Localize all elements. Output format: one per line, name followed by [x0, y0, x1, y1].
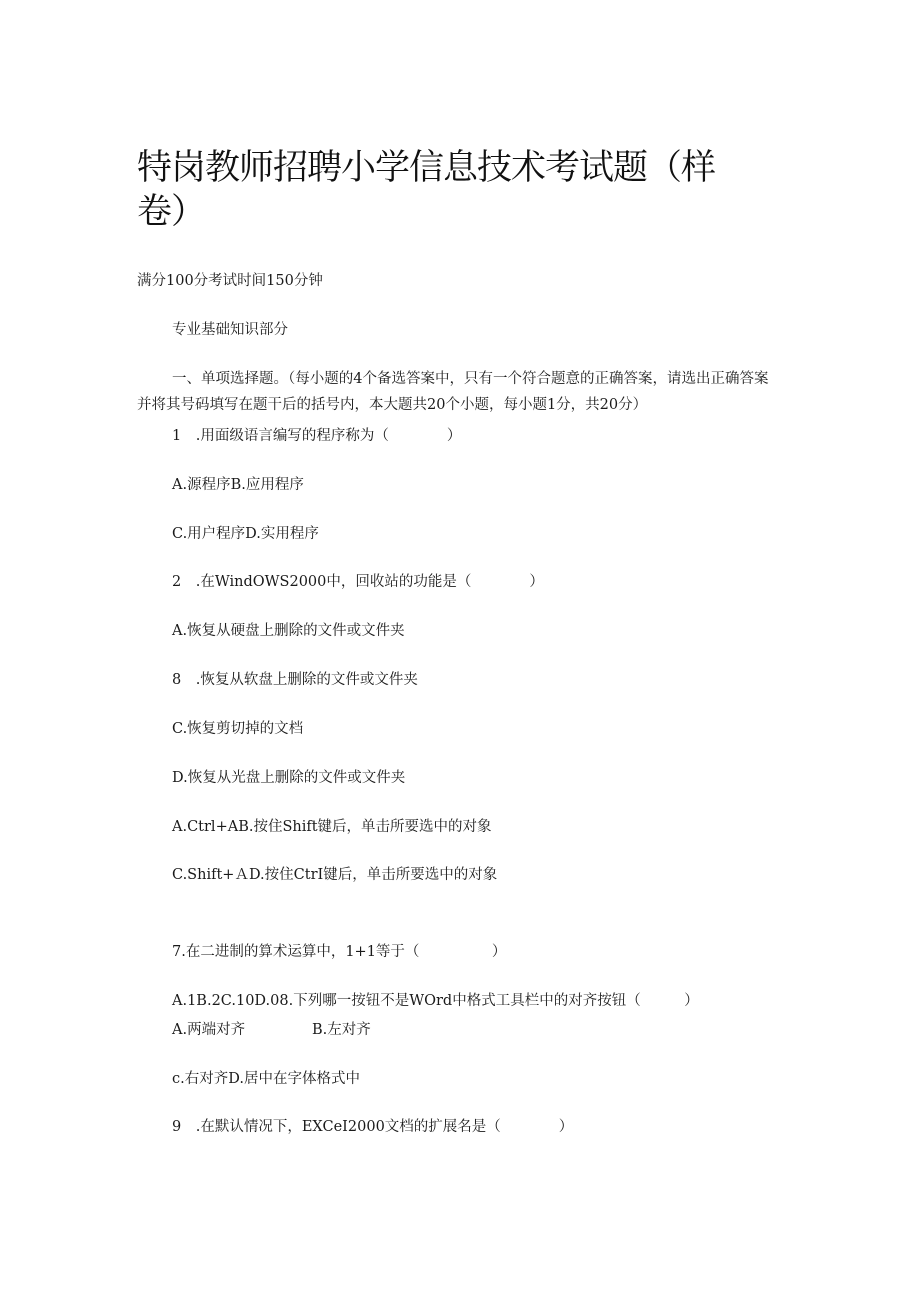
question-8-options-cd: c.右对齐D.居中在字体格式中: [172, 1071, 360, 1087]
selection-question-options-cd: C.Shift+ＡD.按住CtrI键后，单击所要选中的对象: [172, 867, 498, 883]
exam-meta: 满分100分考试时间150分钟: [137, 273, 323, 289]
question-2-option-d: D.恢复从光盘上删除的文件或文件夹: [172, 770, 406, 786]
question-1: 1 .用面级语言编写的程序称为（ ）: [172, 428, 462, 444]
question-2-option-b: 8 .恢复从软盘上删除的文件或文件夹: [172, 672, 418, 688]
question-2-option-c: C.恢复剪切掉的文档: [172, 721, 304, 737]
page-title: 特岗教师招聘小学信息技术考试题（样卷）: [137, 148, 716, 232]
question-7-options-and-question-8: A.1B.2C.10D.08.下列哪一按钮不是WOrd中格式工具栏中的对齐按钮（ ）: [172, 993, 699, 1009]
question-1-options-cd: C.用户程序D.实用程序: [172, 526, 319, 542]
section-heading: 专业基础知识部分: [172, 322, 288, 338]
question-8-option-b: B.左对齐: [312, 1022, 371, 1038]
question-2: 2 .在WindOWS2000中，回收站的功能是（ ）: [172, 574, 544, 590]
question-2-option-a: A.恢复从硬盘上删除的文件或文件夹: [172, 623, 405, 639]
question-8-option-a: A.两端对齐: [172, 1022, 246, 1038]
instructions-paragraph: 一、单项选择题。（每小题的4个备选答案中，只有一个符合题意的正确答案，请选出正确答案并将其号码填写在题干后的括号内，本大题共20个小题，每小题1分，共20分）: [137, 371, 769, 413]
question-7: 7.在二进制的算术运算中，1+1等于（ ）: [172, 944, 507, 960]
question-1-options-ab: A.源程序B.应用程序: [172, 477, 304, 493]
question-9: 9 .在默认情况下，EXCeI2000文档的扩展名是（ ）: [172, 1119, 574, 1135]
selection-question-options-ab: A.Ctrl+AB.按住Shift键后，单击所要选中的对象: [172, 819, 492, 835]
